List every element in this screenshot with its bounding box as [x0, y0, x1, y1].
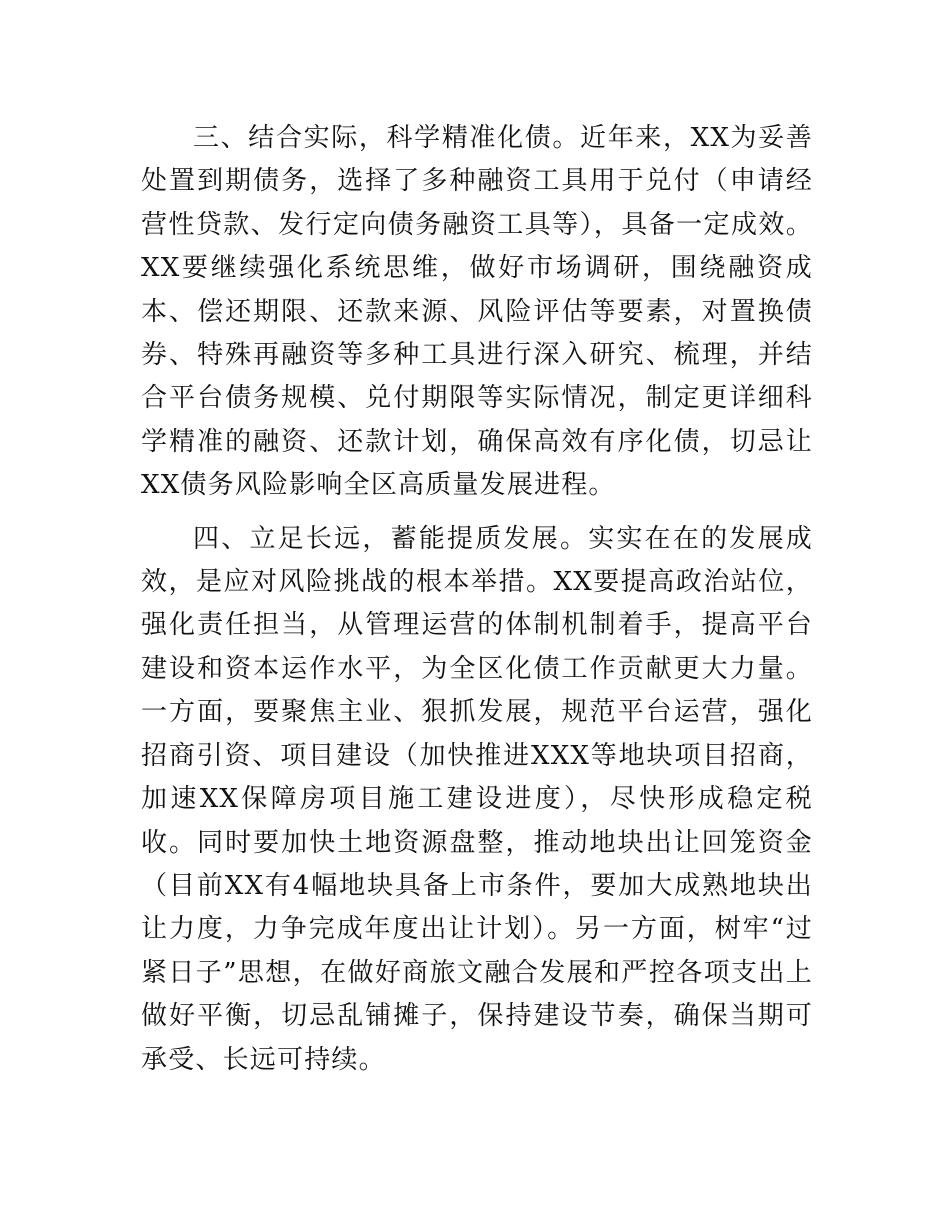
paragraph-section-four: 四、立足长远，蓄能提质发展。实实在在的发展成效，是应对风险挑战的根本举措。XX要提高政治站位，强化责任担当，从管理运营的体制机制着手，提高平台建设和资本运作水平，为全区化债工作贡献更大力量。一方面，要聚焦主业、狠抓发展，规范平台运营，强化招商引资、项目建设（加快推进XXX等地块项目招商，加速XX保障房项目施工建设进度），尽快形成稳定税收。同时要加快土地资源盘整，推动地块出让回笼资金（目前XX有4幅地块具备上市条件，要加大成熟地块出让力度，力争完成年度出让计划）。另一方面，树牢“过紧日子”思想，在做好商旅文融合发展和严控各项支出上做好平衡，切忌乱铺摊子，保持建设节奏，确保当期可承受、长远可持续。 [141, 523, 813, 1075]
paragraph-section-three: 三、结合实际，科学精准化债。近年来，XX为妥善处置到期债务，选择了多种融资工具用于兑付（申请经营性贷款、发行定向债务融资工具等），具备一定成效。XX要继续强化系统思维，做好市场调研，围绕融资成本、偿还期限、还款来源、风险评估等要素，对置换债券、特殊再融资等多种工具进行深入研究、梳理，并结合平台债务规模、兑付期限等实际情况，制定更详细科学精准的融资、还款计划，确保高效有序化债，切忌让XX债务风险影响全区高质量发展进程。 [141, 123, 813, 501]
document-body [141, 117, 813, 1092]
